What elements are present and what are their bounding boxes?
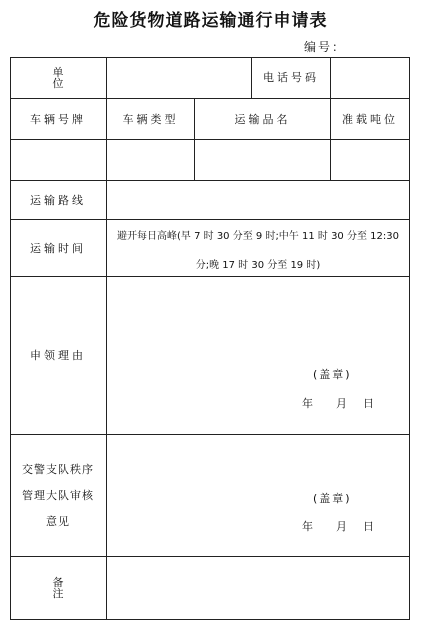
plate-label: 车辆号牌 [30, 112, 86, 126]
tonnage-label: 准载吨位 [342, 112, 398, 126]
phone-value-field[interactable] [331, 57, 409, 98]
vehicle-type-value-field[interactable] [107, 140, 194, 180]
reason-year: 年 [302, 397, 313, 410]
goods-name-label: 运输品名 [234, 112, 291, 126]
reason-value-field[interactable] [107, 277, 409, 367]
route-label: 运输路线 [30, 193, 86, 207]
tonnage-value-field[interactable] [331, 140, 409, 180]
review-label-line3: 意见 [46, 514, 70, 528]
time-text-line1: 避开每日高峰(早 7 时 30 分至 9 时;中午 11 时 30 分至 12:30 [117, 231, 399, 242]
time-text-line2: 分;晚 17 时 30 分至 19 时) [195, 260, 321, 271]
form-title: 危险货物道路运输通行申请表 [93, 11, 328, 31]
review-day: 日 [363, 520, 374, 533]
phone-label: 电话号码 [263, 71, 319, 84]
serial-number-label: 编号： [304, 40, 347, 54]
review-label [10, 435, 106, 556]
reason-month: 月 [336, 397, 347, 410]
goods-name-value-field[interactable] [195, 140, 330, 180]
reason-label: 申领理由 [30, 349, 86, 362]
time-label: 运输时间 [30, 241, 86, 255]
review-month: 月 [336, 520, 347, 533]
reason-day: 日 [363, 397, 374, 410]
review-label-line2: 管理大队审核 [22, 488, 94, 502]
remarks-value-field[interactable] [107, 557, 409, 619]
route-value-field[interactable] [107, 181, 409, 219]
review-seal-text: (盖章) [313, 492, 352, 505]
unit-label: 单 位 [52, 65, 90, 90]
remarks-label: 备 注 [52, 576, 90, 600]
vehicle-type-label: 车辆类型 [122, 112, 179, 126]
reason-seal-text: (盖章) [313, 368, 352, 381]
review-value-field[interactable] [107, 435, 409, 485]
review-year: 年 [302, 520, 313, 533]
unit-value-field[interactable] [107, 57, 251, 98]
plate-value-field[interactable] [10, 140, 106, 180]
review-label-line1: 交警支队秩序 [22, 462, 94, 476]
